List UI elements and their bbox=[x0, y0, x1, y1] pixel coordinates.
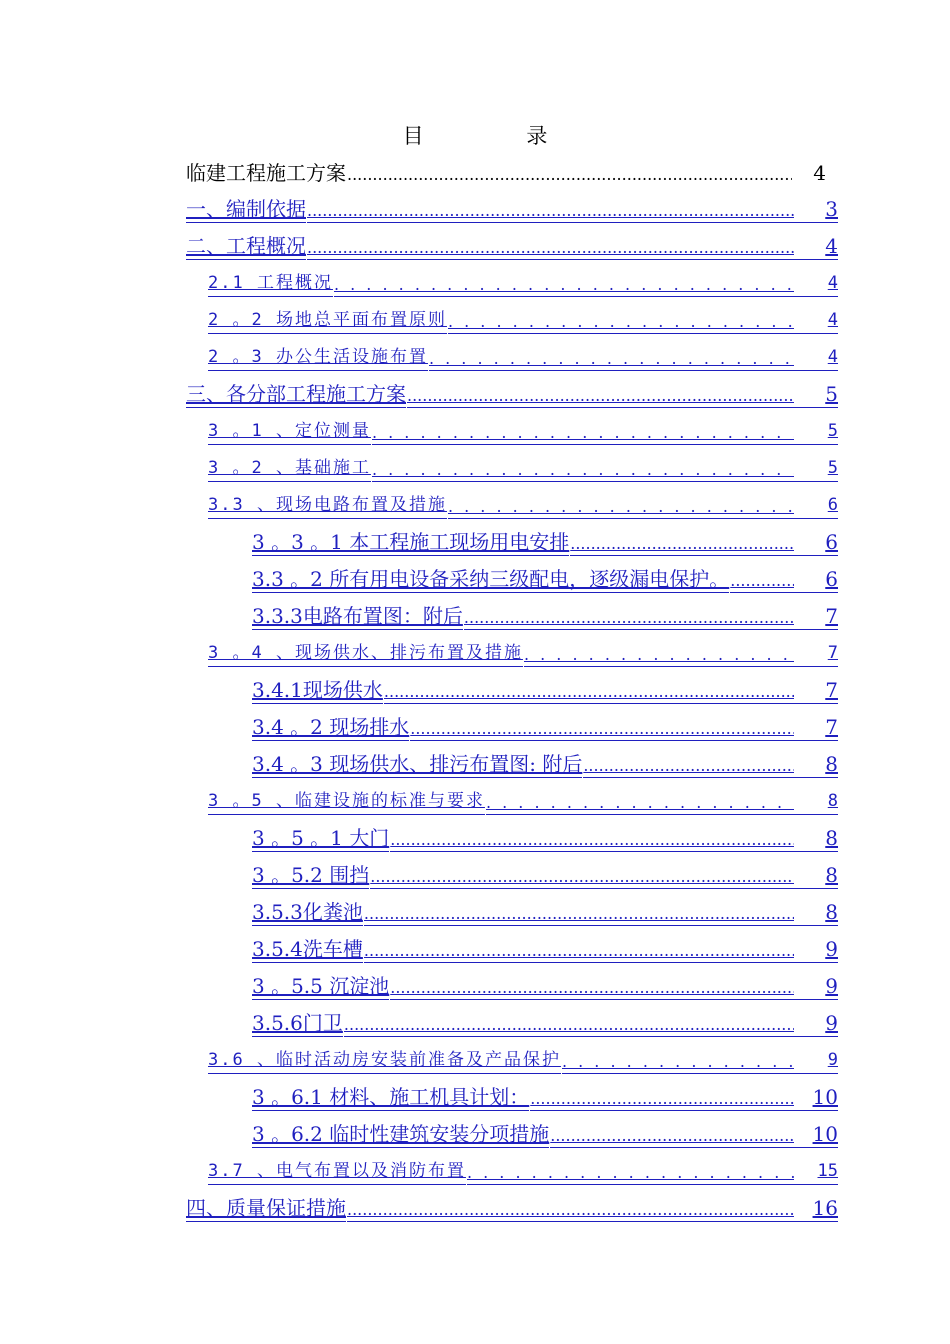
toc-link[interactable] bbox=[186, 230, 838, 260]
toc-page-number: 4 bbox=[794, 344, 838, 371]
toc-entry-text: 3.3.3电路布置图：附后 bbox=[252, 604, 463, 628]
toc-entry-text: 3 。2 、基础施工 bbox=[208, 455, 371, 482]
toc-entry-text: 二、工程概况 bbox=[186, 234, 306, 258]
toc-entry-text: 三、各分部工程施工方案 bbox=[186, 382, 406, 406]
toc-entry-text: 3.4 。2 现场排水 bbox=[252, 715, 410, 739]
toc-link[interactable] bbox=[252, 1007, 838, 1037]
toc-page-number: 15 bbox=[794, 1158, 838, 1185]
toc-link[interactable] bbox=[208, 1044, 838, 1074]
toc-leader bbox=[448, 311, 794, 334]
toc-link[interactable] bbox=[252, 970, 838, 1000]
toc-page-number: 7 bbox=[794, 677, 838, 704]
toc-link[interactable] bbox=[186, 193, 838, 223]
toc-link[interactable] bbox=[208, 304, 838, 334]
toc-leader bbox=[562, 1051, 794, 1074]
toc-leader bbox=[583, 755, 794, 778]
toc-link[interactable] bbox=[208, 341, 838, 371]
toc-page-number: 8 bbox=[794, 825, 838, 852]
toc-leader bbox=[390, 829, 794, 852]
toc-leader bbox=[467, 1162, 794, 1185]
toc-entry-text: 一、编制依据 bbox=[186, 197, 306, 221]
toc-link[interactable] bbox=[252, 748, 838, 778]
toc-entry-text: 3.5.3化粪池 bbox=[252, 900, 363, 924]
toc-leader bbox=[486, 792, 794, 815]
toc-leader bbox=[370, 866, 794, 889]
toc-link[interactable] bbox=[208, 489, 838, 519]
toc-link[interactable] bbox=[252, 674, 838, 704]
toc-entry-text: 3 。4 、现场供水、排污布置及措施 bbox=[208, 640, 523, 667]
toc-link[interactable] bbox=[208, 452, 838, 482]
toc-leader bbox=[347, 164, 792, 186]
toc-page-number: 7 bbox=[794, 603, 838, 630]
toc-page-number: 9 bbox=[794, 973, 838, 1000]
toc-page-number: 16 bbox=[794, 1195, 838, 1222]
toc-link[interactable] bbox=[186, 1192, 838, 1222]
toc-entry-text: 3.5.4洗车槽 bbox=[252, 937, 363, 961]
toc-page-number: 10 bbox=[794, 1084, 838, 1111]
toc-page-number: 10 bbox=[794, 1121, 838, 1148]
toc-link[interactable] bbox=[252, 526, 838, 556]
toc-entry-text: 3.5.6门卫 bbox=[252, 1011, 343, 1035]
toc-link[interactable] bbox=[252, 859, 838, 889]
toc-title: 目 录 bbox=[402, 124, 596, 148]
toc-entry-text: 2 。3 办公生活设施布置 bbox=[208, 344, 428, 371]
toc-leader bbox=[448, 496, 794, 519]
toc-link[interactable] bbox=[252, 600, 838, 630]
toc-link[interactable] bbox=[208, 637, 838, 667]
toc-page-number: 4 bbox=[794, 233, 838, 260]
toc-link[interactable] bbox=[252, 933, 838, 963]
toc-entry bbox=[186, 156, 826, 186]
toc-leader bbox=[410, 718, 794, 741]
toc-entry-text: 3 。1 、定位测量 bbox=[208, 418, 371, 445]
toc-link[interactable] bbox=[252, 563, 838, 593]
toc-leader bbox=[364, 903, 794, 926]
toc-page-number: 8 bbox=[794, 788, 838, 815]
toc-entry-text: 四、质量保证措施 bbox=[186, 1196, 346, 1220]
toc-page-number: 8 bbox=[794, 751, 838, 778]
toc-leader bbox=[530, 1088, 794, 1111]
toc-leader bbox=[334, 274, 794, 297]
toc-page-number: 8 bbox=[794, 899, 838, 926]
toc-entry-text: 3.3 。2 所有用电设备采纳三级配电，逐级漏电保护。 bbox=[252, 567, 730, 591]
toc-leader bbox=[550, 1125, 794, 1148]
toc-link[interactable] bbox=[252, 1081, 838, 1111]
toc-leader bbox=[344, 1014, 794, 1037]
toc-page-number: 4 bbox=[794, 270, 838, 297]
toc-page-number: 6 bbox=[794, 492, 838, 519]
toc-link[interactable] bbox=[208, 785, 838, 815]
toc-leader bbox=[407, 385, 794, 408]
toc-page-number: 3 bbox=[794, 196, 838, 223]
toc-page-number: 8 bbox=[794, 862, 838, 889]
toc-page-number: 4 bbox=[813, 161, 826, 185]
toc-entry-text: 3.4 。3 现场供水、排污布置图: 附后 bbox=[252, 752, 583, 776]
toc-leader bbox=[570, 533, 794, 556]
toc-entry-text: 3.6 、临时活动房安装前准备及产品保护 bbox=[208, 1047, 561, 1074]
toc-entry-text: 3 。3 。1 本工程施工现场用电安排 bbox=[252, 530, 570, 554]
toc-link[interactable] bbox=[186, 378, 838, 408]
toc-leader bbox=[429, 348, 794, 371]
toc-leader bbox=[372, 422, 794, 445]
toc-page-number: 6 bbox=[794, 566, 838, 593]
toc-entry-text: 3.4.1现场供水 bbox=[252, 678, 383, 702]
toc-page-number: 4 bbox=[794, 307, 838, 334]
toc-leader bbox=[364, 940, 794, 963]
toc-page-number: 5 bbox=[794, 455, 838, 482]
toc-link[interactable] bbox=[252, 711, 838, 741]
toc-entry-text: 2 。2 场地总平面布置原则 bbox=[208, 307, 447, 334]
toc-link[interactable] bbox=[252, 896, 838, 926]
toc-leader bbox=[524, 644, 794, 667]
toc-page-number: 9 bbox=[794, 936, 838, 963]
toc-entry-text: 3.7 、电气布置以及消防布置 bbox=[208, 1158, 466, 1185]
toc-link[interactable] bbox=[252, 1118, 838, 1148]
toc-entry-text: 3.3 、现场电路布置及措施 bbox=[208, 492, 447, 519]
toc-page-number: 7 bbox=[794, 714, 838, 741]
toc-leader bbox=[384, 681, 794, 704]
toc-entry-text: 3 。6.2 临时性建筑安装分项措施 bbox=[252, 1122, 550, 1146]
toc-entry-text: 3 。5 。1 大门 bbox=[252, 826, 390, 850]
toc-page-number: 5 bbox=[794, 381, 838, 408]
toc-leader bbox=[464, 607, 794, 630]
toc-entry-text: 3 。5 、临建设施的标准与要求 bbox=[208, 788, 485, 815]
toc-page-number: 9 bbox=[794, 1010, 838, 1037]
toc-leader bbox=[307, 200, 794, 223]
toc-leader bbox=[347, 1199, 794, 1222]
toc-leader bbox=[307, 237, 794, 260]
toc-leader bbox=[390, 977, 794, 1000]
toc-leader bbox=[730, 570, 794, 593]
toc-entry-text: 2.1 工程概况 bbox=[208, 270, 333, 297]
toc-link[interactable] bbox=[252, 822, 838, 852]
toc-link[interactable] bbox=[208, 267, 838, 297]
toc-page-number: 9 bbox=[794, 1047, 838, 1074]
toc-page-number: 7 bbox=[794, 640, 838, 667]
toc-entry-text: 临建工程施工方案 bbox=[186, 161, 346, 185]
toc-leader bbox=[372, 459, 794, 482]
toc-page-number: 6 bbox=[794, 529, 838, 556]
toc-page-number: 5 bbox=[794, 418, 838, 445]
toc-entry-text: 3 。5.2 围挡 bbox=[252, 863, 370, 887]
toc-link[interactable] bbox=[208, 415, 838, 445]
toc-link[interactable] bbox=[208, 1155, 838, 1185]
toc-entry-text: 3 。5.5 沉淀池 bbox=[252, 974, 390, 998]
toc-entry-text: 3 。6.1 材料、施工机具计划： bbox=[252, 1085, 530, 1109]
